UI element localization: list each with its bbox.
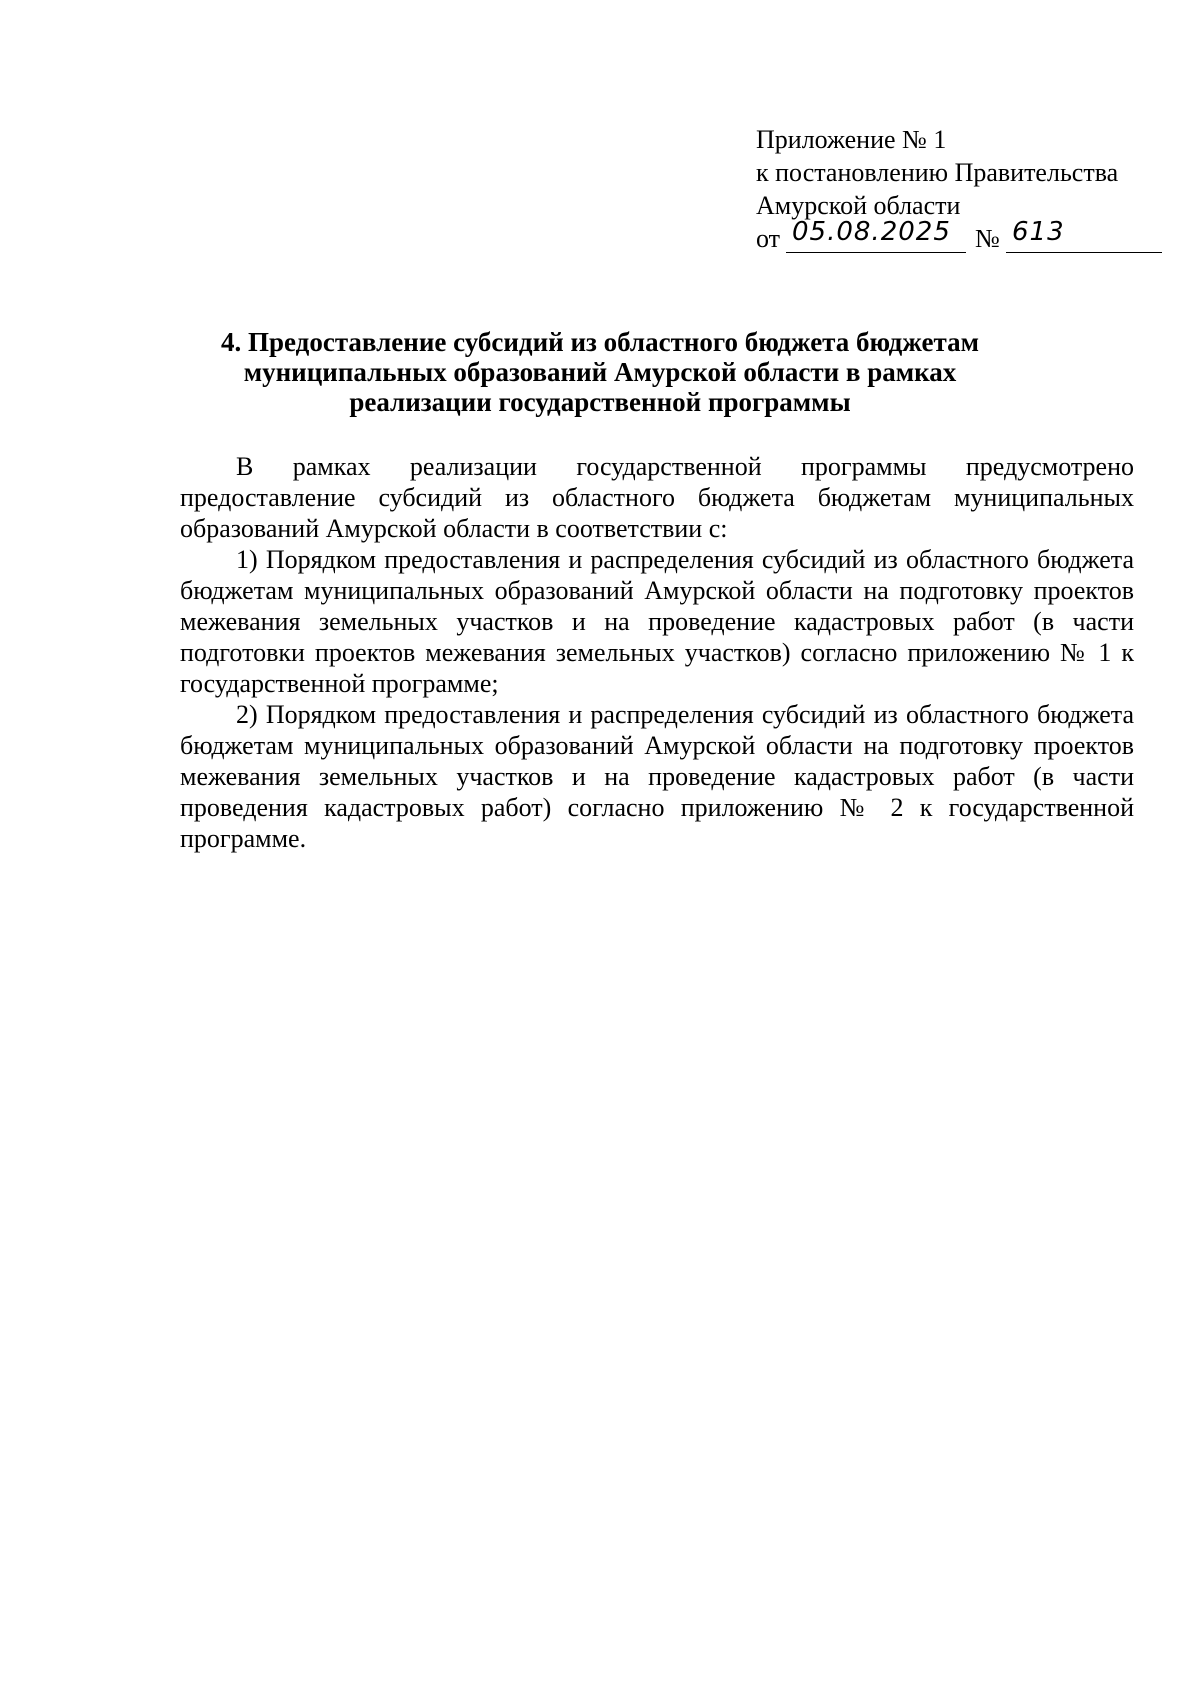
list-item-2: 2) Порядком предоставления и распределения субсидий из областного бюджета бюджетам муниципальных образований Амурской области на подготовку проектов межевания земельных участков и на проведение кадастровых работ (в части проведения кадастровых работ) согласно приложению № 2 к государственной программе. bbox=[180, 700, 1134, 853]
appendix-number: Приложение № 1 bbox=[756, 125, 947, 154]
appendix-region: Амурской области bbox=[756, 191, 961, 220]
heading-line: муниципальных образований Амурской области в рамках bbox=[243, 357, 957, 387]
appendix-resolution-ref: к постановлению Правительства bbox=[756, 158, 1119, 187]
handwritten-date: 05.08.2025 bbox=[792, 217, 951, 247]
body-text bbox=[180, 451, 1134, 854]
from-label: от bbox=[756, 224, 781, 253]
date-underline bbox=[786, 252, 966, 253]
heading-line: 4. Предоставление субсидий из областного бюджета бюджетам bbox=[221, 327, 979, 357]
intro-paragraph: В рамках реализации государственной программы предусмотрено предоставление субсидий из областного бюджета бюджетам муниципальных образований Амурской области в соответствии с: bbox=[180, 452, 1134, 543]
section-heading bbox=[150, 327, 1050, 417]
appendix-header bbox=[756, 123, 1156, 262]
number-underline bbox=[1006, 252, 1162, 253]
number-label: № bbox=[975, 224, 1000, 253]
resolution-date-number-row bbox=[756, 217, 1156, 262]
list-item-1: 1) Порядком предоставления и распределения субсидий из областного бюджета бюджетам муниципальных образований Амурской области на подготовку проектов межевания земельных участков и на проведение кадастровых работ (в части подготовки проектов межевания земельных участков) согласно приложению № 1 к государственной программе; bbox=[180, 545, 1134, 698]
handwritten-number: 613 bbox=[1012, 217, 1065, 247]
heading-line: реализации государственной программы bbox=[349, 387, 851, 417]
